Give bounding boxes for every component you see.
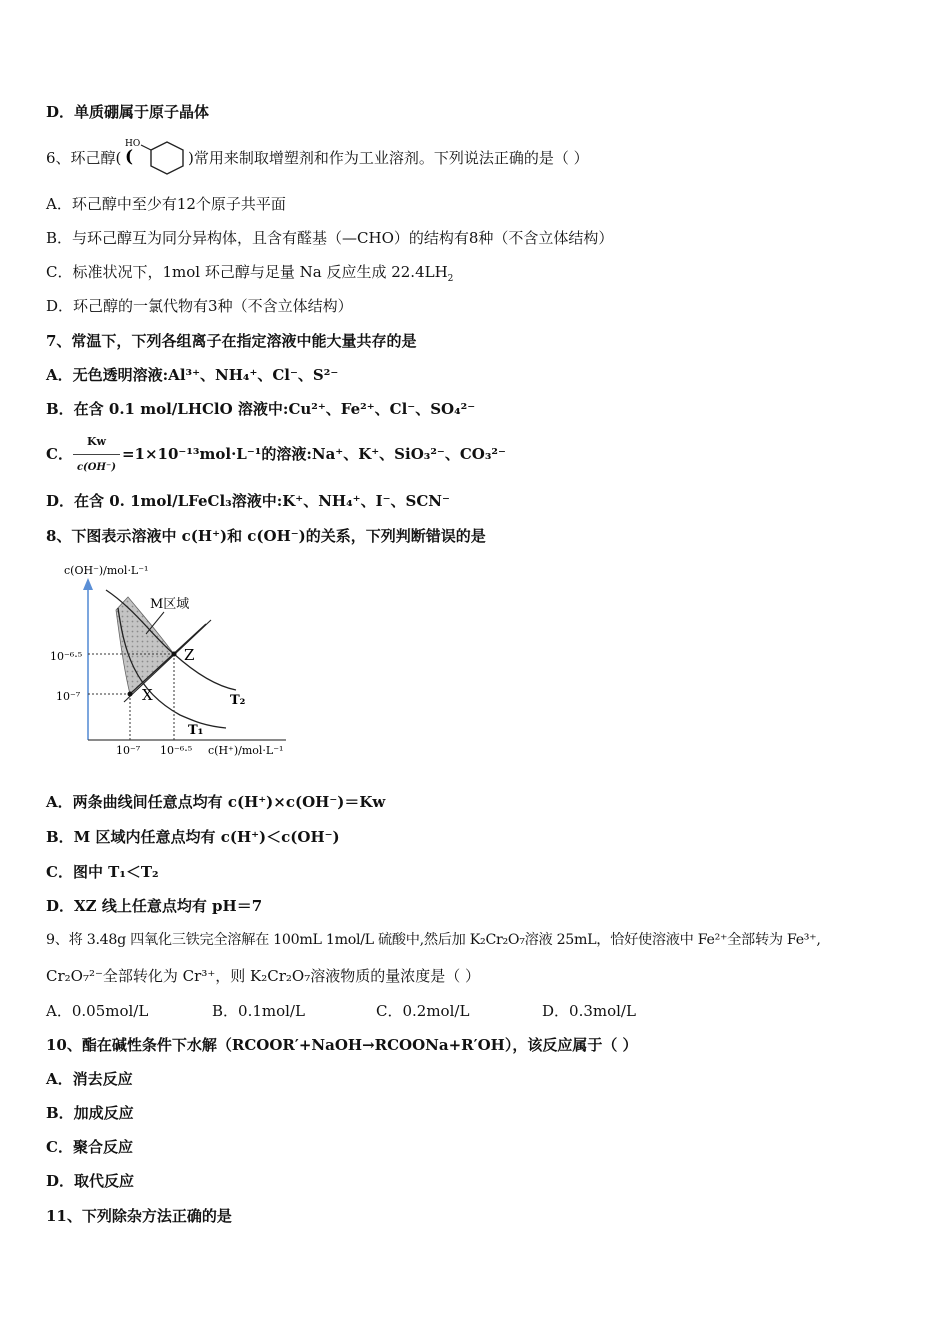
point-x	[128, 692, 133, 697]
q9-option-d: D．0.3mol/L	[542, 1002, 636, 1020]
curve-t2-label: T₂	[230, 693, 246, 708]
q9-stem-line1: 9、将 3.48g 四氧化三铁完全溶解在 100mL 1mol/L 硫酸中,然后加 K₂Cr₂O₇溶液 25mL，恰好使溶液中 Fe²⁺全部转为 Fe³⁺,	[46, 932, 821, 948]
q6-stem-prefix: 6、环己醇(	[46, 149, 122, 167]
q6-option-b: B．与环己醇互为同分异构体，且含有醛基（—CHO）的结构有8种（不含立体结构）	[46, 229, 614, 247]
kw-numerator: Kw	[73, 432, 120, 455]
q8-option-b: B．M 区域内任意点均有 c(H⁺)＜c(OH⁻)	[46, 828, 340, 846]
y-axis-arrow	[83, 578, 93, 590]
q9-option-a: A．0.05mol/L	[46, 1002, 149, 1020]
q10-option-d: D．取代反应	[46, 1172, 135, 1190]
q6-option-c-sub: 2	[447, 274, 454, 284]
q9-option-b: B．0.1mol/L	[212, 1002, 305, 1020]
x-tick-minus65: 10⁻⁶·⁵	[160, 744, 193, 757]
point-z	[172, 652, 177, 657]
q8-option-d: D．XZ 线上任意点均有 pH＝7	[46, 897, 263, 915]
point-x-label: X	[142, 686, 153, 704]
q6-option-d: D．环己醇的一氯代物有3种（不含立体结构）	[46, 297, 353, 315]
y-axis-label: c(OH⁻)/mol·L⁻¹	[64, 564, 149, 577]
q5-option-d: D．单质硼属于原子晶体	[46, 103, 210, 121]
q7-option-b: B．在含 0.1 mol/LHClO 溶液中:Cu²⁺、Fe²⁺、Cl⁻、SO₄²⁻	[46, 400, 476, 418]
q8-option-c: C．图中 T₁＜T₂	[46, 863, 159, 881]
m-region-label: M区域	[150, 597, 190, 612]
kw-denominator: c(OH⁻)	[76, 462, 116, 473]
q6-option-c	[46, 262, 453, 282]
q9-option-c: C．0.2mol/L	[376, 1002, 470, 1020]
structure-ho-label: HO	[125, 139, 141, 149]
kw-fraction	[73, 432, 120, 478]
q6-option-c-text: C．标准状况下，1mol 环己醇与足量 Na 反应生成 22.4LH	[46, 263, 448, 281]
curve-t1-label: T₁	[188, 723, 204, 738]
q7-option-c-label: C．	[46, 445, 73, 463]
x-axis-label: c(H⁺)/mol·L⁻¹	[208, 744, 284, 757]
q10-stem: 10、酯在碱性条件下水解（RCOOR′+NaOH→RCOONa+R′OH），该反应属于（ ）	[46, 1036, 638, 1054]
cyclohexanol-structure	[121, 136, 191, 180]
q7-option-d: D．在含 0. 1mol/LFeCl₃溶液中:K⁺、NH₄⁺、I⁻、SCN⁻	[46, 492, 450, 510]
kw-curve-chart	[46, 560, 306, 765]
q8-stem: 8、下图表示溶液中 c(H⁺)和 c(OH⁻)的关系，下列判断错误的是	[46, 527, 486, 545]
q9-stem-line2: Cr₂O₇²⁻全部转化为 Cr³⁺，则 K₂Cr₂O₇溶液物质的量浓度是（ ）	[46, 967, 480, 985]
q10-option-b: B．加成反应	[46, 1104, 134, 1122]
q7-option-c-rest: =1×10⁻¹³mol·L⁻¹的溶液:Na⁺、K⁺、SiO₃²⁻、CO₃²⁻	[121, 445, 506, 463]
x-tick-minus7: 10⁻⁷	[116, 744, 141, 757]
point-z-label: Z	[184, 646, 195, 664]
q7-stem: 7、常温下，下列各组离子在指定溶液中能大量共存的是	[46, 332, 417, 350]
y-tick-minus65: 10⁻⁶·⁵	[50, 650, 83, 663]
q6-option-a: A．环己醇中至少有12个原子共平面	[46, 195, 286, 213]
q10-option-c: C．聚合反应	[46, 1138, 133, 1156]
q11-stem: 11、下列除杂方法正确的是	[46, 1207, 232, 1225]
svg-text:(: (	[125, 147, 134, 167]
q7-option-a: A．无色透明溶液:Al³⁺、NH₄⁺、Cl⁻、S²⁻	[46, 366, 339, 384]
y-tick-minus7: 10⁻⁷	[56, 690, 81, 703]
q7-option-c	[46, 432, 506, 478]
q6-stem-suffix: )常用来制取增塑剂和作为工业溶剂。下列说法正确的是（ ）	[188, 149, 589, 167]
q8-option-a: A．两条曲线间任意点均有 c(H⁺)×c(OH⁻)＝Kw	[46, 793, 386, 811]
q10-option-a: A．消去反应	[46, 1070, 133, 1088]
